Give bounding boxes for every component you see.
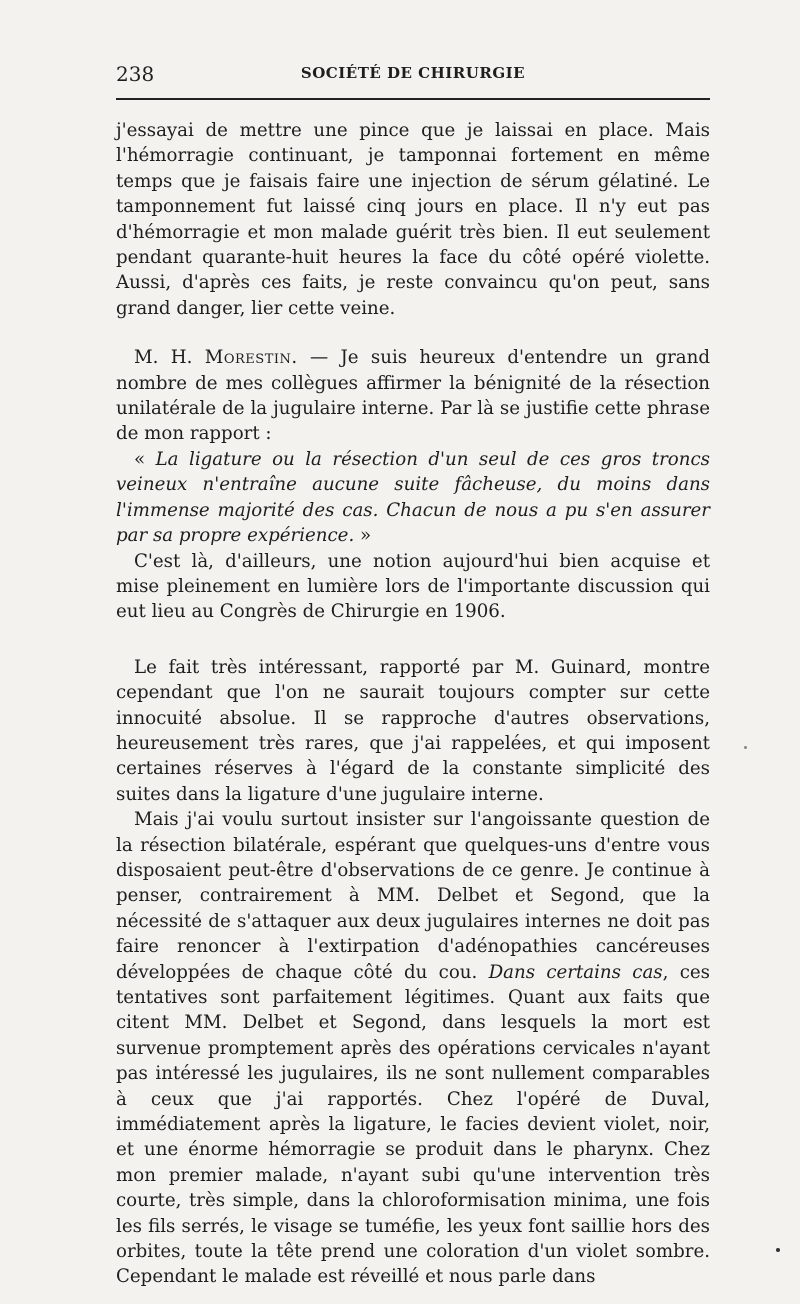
running-title: SOCIÉTÉ DE CHIRURGIE xyxy=(300,64,526,82)
paragraph-5-a: Mais j'ai voulu surtout insister sur l'angoissante question de la résection bilatérale, espérant que quelques-uns d'entre vous disposaient peut-être d'observations de ce genre. Je continue à penser, contrairement à MM. Delbet et Segond, que la nécessité de s'attaquer aux deux jugulaires internes ne doit pas faire renoncer à l'extirpation d'adénopathies cancéreuses développées de chaque côté du cou. xyxy=(116,809,710,983)
body-text xyxy=(116,118,710,1290)
paragraph-2-text: — Je suis heureux d'entendre un grand nombre de mes collègues affirmer la bénignité de la résection unilatérale de la jugulaire interne. Par là se justifie cette phrase de mon rapport : xyxy=(116,347,711,445)
page-header xyxy=(116,58,710,88)
paragraph-5 xyxy=(116,807,710,1290)
paragraph-5-italic: Dans certains cas xyxy=(488,961,663,983)
paragraph-5-b: , ces tentatives sont parfaitement légitimes. Quant aux faits que citent MM. Delbet et Segond, dans lesquels la mort est survenue promptement après des opérations cervicales n'ayant pas intéressé les jugulaires, ils ne sont nullement comparables à ceux que j'ai rapportés. Chez l'opéré de Duval, immédiatement après la ligature, le facies devient violet, noir, et une énorme hémorragie se produit dans le pharynx. Chez mon premier malade, n'ayant subi qu'une intervention très courte, très simple, dans la chloroformisation minima, une fois les fils serrés, le visage se tuméfie, les yeux font saillie hors des orbites, toute la tête prend une coloration d'un violet sombre. Cependant le malade est réveillé et nous parle dans xyxy=(116,961,710,1288)
quotation xyxy=(116,447,710,549)
quote-text: La ligature ou la résection d'un seul de ces gros troncs veineux n'entraîne aucune suite fâcheuse, du moins dans l'immense majorité des cas. Chacun de nous a pu s'en assurer par sa propre expérience. xyxy=(116,448,710,547)
speaker-initials: M. H. xyxy=(134,347,193,369)
ink-speck xyxy=(776,1248,780,1252)
paragraph-3: C'est là, d'ailleurs, une notion aujourd'hui bien acquise et mise pleinement en lumière lors de l'importante discussion qui eut lieu au Congrès de Chirurgie en 1906. xyxy=(116,550,710,623)
paragraph-2 xyxy=(116,345,710,447)
header-rule xyxy=(116,98,710,100)
paragraph-1: j'essayai de mettre une pince que je laissai en place. Mais l'hémorragie continuant, je tamponnai fortement en même temps que je faisais faire une injection de sérum gélatiné. Le tamponnement fut laissé cinq jours en place. Il n'y eut pas d'hémorragie et mon malade guérit très bien. Il eut seulement pendant quarante-huit heures la face du côté opéré violette. Aussi, d'après ces faits, je reste convaincu qu'on peut, sans grand danger, lier cette veine. xyxy=(116,120,710,319)
speaker-name: Morestin. xyxy=(204,347,298,369)
page-number: 238 xyxy=(116,62,155,86)
quote-open: « xyxy=(134,448,156,470)
quote-close: » xyxy=(354,525,372,547)
paragraph-4: Le fait très intéressant, rapporté par M. Guinard, montre cependant que l'on ne saurait toujours compter sur cette innocuité absolue. Il se rapproche d'autres observations, heureusement très rares, que j'ai rappelées, et qui imposent certaines réserves à l'égard de la constante simplicité des suites dans la ligature d'une jugulaire interne. xyxy=(116,656,710,805)
ink-speck xyxy=(744,746,747,749)
